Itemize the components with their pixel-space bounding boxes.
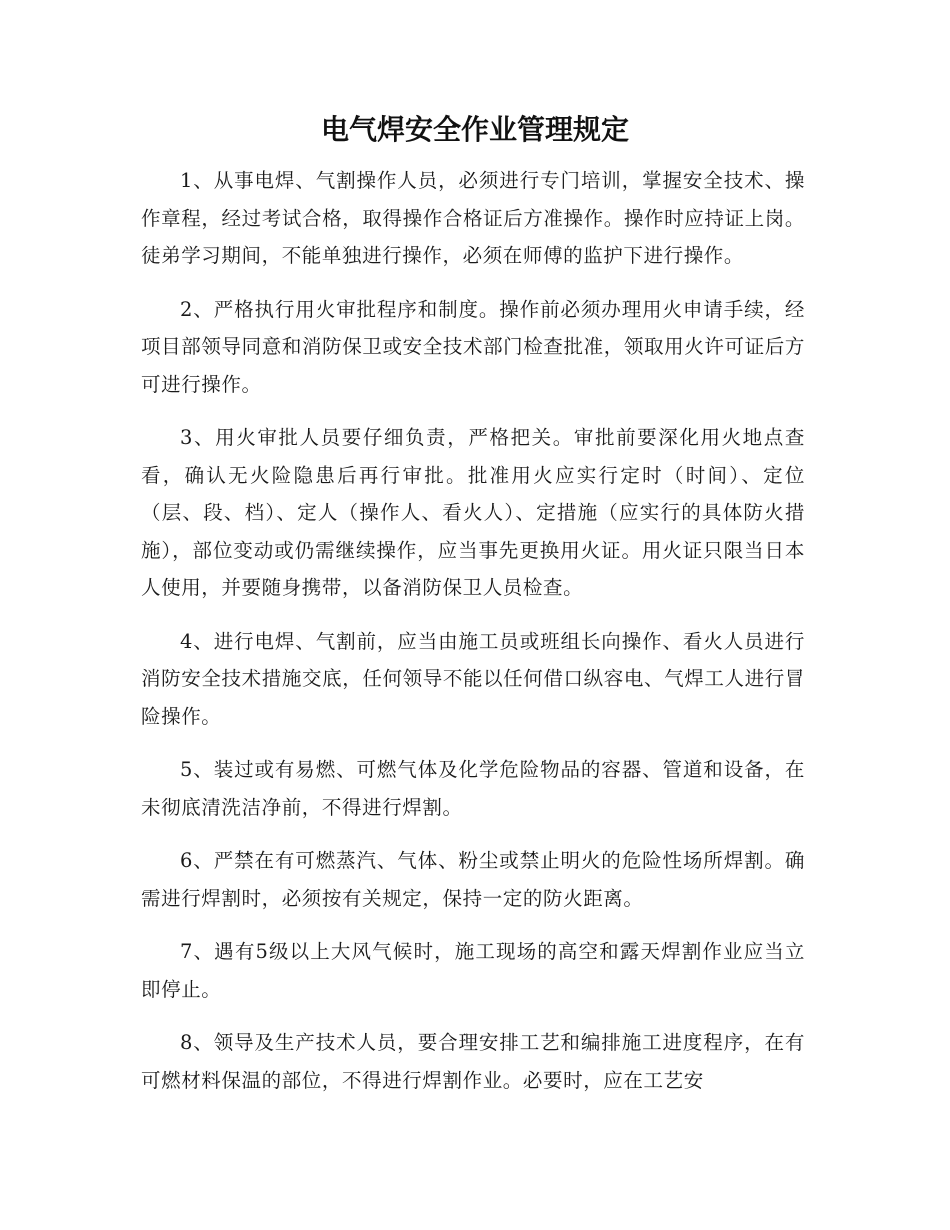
- document-title: 电气焊安全作业管理规定: [320, 113, 629, 146]
- document-body: [141, 162, 805, 1115]
- paragraph-1: 1、从事电焊、气割操作人员，必须进行专门培训，掌握安全技术、操作章程，经过考试合格，取得操作合格证后方准操作。操作时应持证上岗。徒弟学习期间，不能单独进行操作，必须在师傅的监护下进行操作。: [141, 169, 805, 267]
- paragraph-2: 2、严格执行用火审批程序和制度。操作前必须办理用火申请手续，经项目部领导同意和消防保卫或安全技术部门检查批准，领取用火许可证后方可进行操作。: [141, 297, 805, 396]
- paragraph-5: 5、装过或有易燃、可燃气体及化学危险物品的容器、管道和设备，在未彻底清洗洁净前，不得进行焊割。: [141, 758, 805, 819]
- paragraph-4: 4、进行电焊、气割前，应当由施工员或班组长向操作、看火人员进行消防安全技术措施交底，任何领导不能以任何借口纵容电、气焊工人进行冒险操作。: [141, 629, 805, 728]
- paragraph-7: 7、遇有5级以上大风气候时，施工现场的高空和露天焊割作业应当立即停止。: [141, 940, 805, 1001]
- paragraph-6: 6、严禁在有可燃蒸汽、气体、粉尘或禁止明火的危险性场所焊割。确需进行焊割时，必须按有关规定，保持一定的防火距离。: [141, 849, 805, 910]
- paragraph-8: 8、领导及生产技术人员，要合理安排工艺和编排施工进度程序，在有可燃材料保温的部位，不得进行焊割作业。必要时，应在工艺安: [141, 1031, 805, 1092]
- paragraph-3: 3、用火审批人员要仔细负责，严格把关。审批前要深化用火地点查看，确认无火险隐患后再行审批。批准用火应实行定时（时间）、定位（层、段、档）、定人（操作人、看火人）、定措施（应实行的具体防火措施），部位变动或仍需继续操作，应当事先更换用火证。用火证只限当日本人使用，并要随身携带，以备消防保卫人员检查。: [141, 426, 805, 599]
